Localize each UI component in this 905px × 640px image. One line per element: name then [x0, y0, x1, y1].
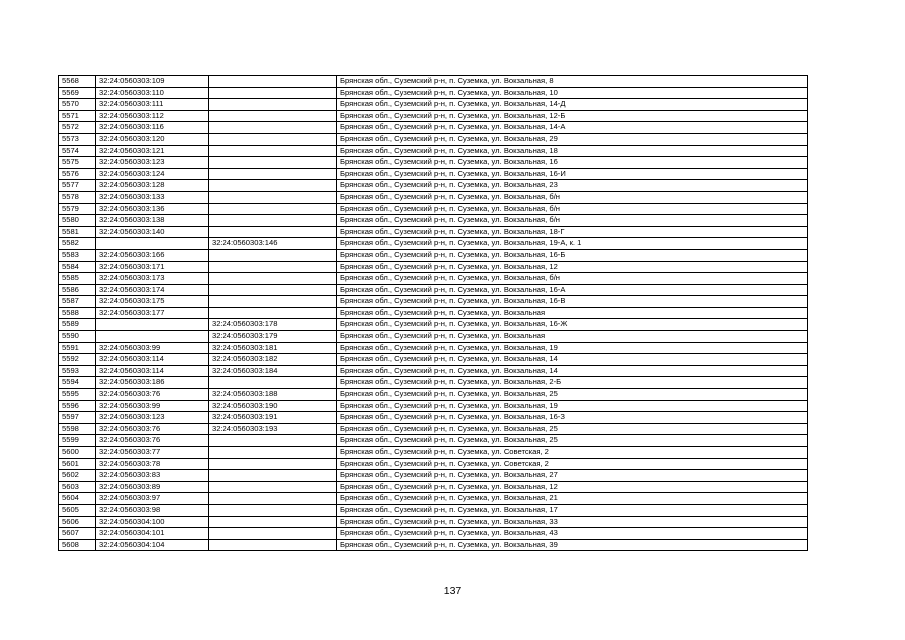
secondary-cadastral-number-cell: 32:24:0560303:178 — [209, 319, 337, 331]
table-row — [59, 145, 808, 157]
secondary-cadastral-number-cell — [209, 215, 337, 227]
secondary-cadastral-number-cell — [209, 261, 337, 273]
table-row — [59, 504, 808, 516]
secondary-cadastral-number-cell: 32:24:0560303:182 — [209, 354, 337, 366]
cadastral-number-cell: 32:24:0560303:76 — [96, 435, 209, 447]
row-number-cell: 5573 — [59, 133, 96, 145]
address-cell: Брянская обл., Суземский р-н, п. Суземка, ул. Вокзальная, 33 — [337, 516, 808, 528]
secondary-cadastral-number-cell — [209, 133, 337, 145]
address-cell: Брянская обл., Суземский р-н, п. Суземка, ул. Вокзальная, 43 — [337, 528, 808, 540]
table-row — [59, 331, 808, 343]
table-row — [59, 389, 808, 401]
secondary-cadastral-number-cell — [209, 493, 337, 505]
address-cell: Брянская обл., Суземский р-н, п. Суземка, ул. Вокзальная, 16 — [337, 157, 808, 169]
table-row — [59, 400, 808, 412]
address-cell: Брянская обл., Суземский р-н, п. Суземка, ул. Вокзальная, 23 — [337, 180, 808, 192]
cadastral-number-cell: 32:24:0560303:136 — [96, 203, 209, 215]
table-row — [59, 354, 808, 366]
address-cell: Брянская обл., Суземский р-н, п. Суземка, ул. Вокзальная, 29 — [337, 133, 808, 145]
address-cell: Брянская обл., Суземский р-н, п. Суземка, ул. Вокзальная, 12-Б — [337, 110, 808, 122]
cadastral-number-cell — [96, 331, 209, 343]
table-row — [59, 412, 808, 424]
table-row — [59, 226, 808, 238]
table-row — [59, 273, 808, 285]
table-row — [59, 261, 808, 273]
row-number-cell: 5576 — [59, 168, 96, 180]
table-row — [59, 168, 808, 180]
table-row — [59, 516, 808, 528]
table-row — [59, 423, 808, 435]
address-cell: Брянская обл., Суземский р-н, п. Суземка, ул. Вокзальная — [337, 307, 808, 319]
address-cell: Брянская обл., Суземский р-н, п. Суземка, ул. Вокзальная, б/н — [337, 191, 808, 203]
address-cell: Брянская обл., Суземский р-н, п. Суземка, ул. Вокзальная, 19 — [337, 400, 808, 412]
row-number-cell: 5582 — [59, 238, 96, 250]
address-cell: Брянская обл., Суземский р-н, п. Суземка, ул. Советская, 2 — [337, 458, 808, 470]
secondary-cadastral-number-cell — [209, 76, 337, 88]
table-row — [59, 110, 808, 122]
address-cell: Брянская обл., Суземский р-н, п. Суземка, ул. Вокзальная, б/н — [337, 215, 808, 227]
table-row — [59, 296, 808, 308]
row-number-cell: 5604 — [59, 493, 96, 505]
secondary-cadastral-number-cell: 32:24:0560303:193 — [209, 423, 337, 435]
cadastral-number-cell: 32:24:0560303:76 — [96, 389, 209, 401]
cadastral-number-cell: 32:24:0560303:177 — [96, 307, 209, 319]
row-number-cell: 5574 — [59, 145, 96, 157]
row-number-cell: 5608 — [59, 539, 96, 551]
cadastral-number-cell: 32:24:0560304:104 — [96, 539, 209, 551]
table-row — [59, 539, 808, 551]
cadastral-number-cell: 32:24:0560303:110 — [96, 87, 209, 99]
cadastral-number-cell: 32:24:0560303:116 — [96, 122, 209, 134]
secondary-cadastral-number-cell — [209, 180, 337, 192]
row-number-cell: 5584 — [59, 261, 96, 273]
row-number-cell: 5583 — [59, 249, 96, 261]
cadastral-number-cell: 32:24:0560303:186 — [96, 377, 209, 389]
row-number-cell: 5570 — [59, 99, 96, 111]
address-cell: Брянская обл., Суземский р-н, п. Суземка, ул. Вокзальная, 18 — [337, 145, 808, 157]
table-row — [59, 342, 808, 354]
cadastral-number-cell: 32:24:0560303:166 — [96, 249, 209, 261]
cadastral-number-cell: 32:24:0560303:128 — [96, 180, 209, 192]
cadastral-number-cell: 32:24:0560303:111 — [96, 99, 209, 111]
table-row — [59, 215, 808, 227]
table-row — [59, 528, 808, 540]
cadastral-number-cell: 32:24:0560303:112 — [96, 110, 209, 122]
address-cell: Брянская обл., Суземский р-н, п. Суземка, ул. Вокзальная, 19-А, к. 1 — [337, 238, 808, 250]
secondary-cadastral-number-cell — [209, 145, 337, 157]
address-cell: Брянская обл., Суземский р-н, п. Суземка, ул. Вокзальная, б/н — [337, 203, 808, 215]
row-number-cell: 5585 — [59, 273, 96, 285]
secondary-cadastral-number-cell — [209, 122, 337, 134]
row-number-cell: 5593 — [59, 365, 96, 377]
secondary-cadastral-number-cell: 32:24:0560303:188 — [209, 389, 337, 401]
cadastral-number-cell: 32:24:0560303:98 — [96, 504, 209, 516]
table-row — [59, 447, 808, 459]
table-row — [59, 133, 808, 145]
cadastral-table — [58, 75, 808, 551]
secondary-cadastral-number-cell: 32:24:0560303:146 — [209, 238, 337, 250]
cadastral-number-cell: 32:24:0560303:89 — [96, 481, 209, 493]
address-cell: Брянская обл., Суземский р-н, п. Суземка, ул. Вокзальная, 25 — [337, 389, 808, 401]
table-row — [59, 319, 808, 331]
cadastral-number-cell: 32:24:0560303:83 — [96, 470, 209, 482]
row-number-cell: 5603 — [59, 481, 96, 493]
secondary-cadastral-number-cell — [209, 168, 337, 180]
secondary-cadastral-number-cell — [209, 273, 337, 285]
address-cell: Брянская обл., Суземский р-н, п. Суземка, ул. Вокзальная, 21 — [337, 493, 808, 505]
row-number-cell: 5579 — [59, 203, 96, 215]
row-number-cell: 5588 — [59, 307, 96, 319]
row-number-cell: 5569 — [59, 87, 96, 99]
secondary-cadastral-number-cell — [209, 377, 337, 389]
row-number-cell: 5591 — [59, 342, 96, 354]
secondary-cadastral-number-cell — [209, 458, 337, 470]
cadastral-number-cell: 32:24:0560303:114 — [96, 354, 209, 366]
address-cell: Брянская обл., Суземский р-н, п. Суземка, ул. Вокзальная, 14 — [337, 354, 808, 366]
cadastral-number-cell: 32:24:0560303:175 — [96, 296, 209, 308]
cadastral-number-cell: 32:24:0560303:173 — [96, 273, 209, 285]
row-number-cell: 5606 — [59, 516, 96, 528]
cadastral-number-cell: 32:24:0560303:99 — [96, 342, 209, 354]
table-row — [59, 99, 808, 111]
row-number-cell: 5602 — [59, 470, 96, 482]
table-row — [59, 435, 808, 447]
table-row — [59, 203, 808, 215]
table-row — [59, 191, 808, 203]
cadastral-table-body — [59, 76, 808, 551]
address-cell: Брянская обл., Суземский р-н, п. Суземка, ул. Вокзальная, 14-Д — [337, 99, 808, 111]
cadastral-number-cell: 32:24:0560303:121 — [96, 145, 209, 157]
cadastral-number-cell: 32:24:0560303:99 — [96, 400, 209, 412]
cadastral-number-cell: 32:24:0560303:77 — [96, 447, 209, 459]
row-number-cell: 5589 — [59, 319, 96, 331]
row-number-cell: 5594 — [59, 377, 96, 389]
table-row — [59, 470, 808, 482]
address-cell: Брянская обл., Суземский р-н, п. Суземка, ул. Вокзальная, 2-Б — [337, 377, 808, 389]
address-cell: Брянская обл., Суземский р-н, п. Суземка, ул. Вокзальная, 16-И — [337, 168, 808, 180]
table-row — [59, 493, 808, 505]
table-row — [59, 76, 808, 88]
row-number-cell: 5577 — [59, 180, 96, 192]
secondary-cadastral-number-cell — [209, 87, 337, 99]
address-cell: Брянская обл., Суземский р-н, п. Суземка, ул. Вокзальная, 25 — [337, 435, 808, 447]
cadastral-number-cell: 32:24:0560303:123 — [96, 412, 209, 424]
secondary-cadastral-number-cell — [209, 539, 337, 551]
address-cell: Брянская обл., Суземский р-н, п. Суземка, ул. Вокзальная, 8 — [337, 76, 808, 88]
row-number-cell: 5571 — [59, 110, 96, 122]
secondary-cadastral-number-cell — [209, 249, 337, 261]
secondary-cadastral-number-cell — [209, 447, 337, 459]
address-cell: Брянская обл., Суземский р-н, п. Суземка, ул. Вокзальная — [337, 331, 808, 343]
secondary-cadastral-number-cell — [209, 307, 337, 319]
cadastral-number-cell: 32:24:0560303:109 — [96, 76, 209, 88]
secondary-cadastral-number-cell — [209, 435, 337, 447]
secondary-cadastral-number-cell — [209, 157, 337, 169]
cadastral-number-cell: 32:24:0560303:76 — [96, 423, 209, 435]
page-number: 137 — [443, 585, 462, 597]
row-number-cell: 5592 — [59, 354, 96, 366]
cadastral-number-cell: 32:24:0560303:133 — [96, 191, 209, 203]
row-number-cell: 5600 — [59, 447, 96, 459]
table-row — [59, 122, 808, 134]
secondary-cadastral-number-cell — [209, 99, 337, 111]
row-number-cell: 5572 — [59, 122, 96, 134]
row-number-cell: 5595 — [59, 389, 96, 401]
row-number-cell: 5599 — [59, 435, 96, 447]
secondary-cadastral-number-cell — [209, 191, 337, 203]
row-number-cell: 5580 — [59, 215, 96, 227]
row-number-cell: 5581 — [59, 226, 96, 238]
cadastral-number-cell: 32:24:0560303:114 — [96, 365, 209, 377]
cadastral-number-cell: 32:24:0560303:171 — [96, 261, 209, 273]
address-cell: Брянская обл., Суземский р-н, п. Суземка, ул. Вокзальная, 12 — [337, 481, 808, 493]
row-number-cell: 5586 — [59, 284, 96, 296]
row-number-cell: 5568 — [59, 76, 96, 88]
secondary-cadastral-number-cell — [209, 528, 337, 540]
cadastral-number-cell: 32:24:0560303:138 — [96, 215, 209, 227]
address-cell: Брянская обл., Суземский р-н, п. Суземка, ул. Вокзальная, 18-Г — [337, 226, 808, 238]
address-cell: Брянская обл., Суземский р-н, п. Суземка, ул. Вокзальная, 27 — [337, 470, 808, 482]
row-number-cell: 5607 — [59, 528, 96, 540]
row-number-cell: 5578 — [59, 191, 96, 203]
address-cell: Брянская обл., Суземский р-н, п. Суземка, ул. Вокзальная, 16-А — [337, 284, 808, 296]
secondary-cadastral-number-cell: 32:24:0560303:181 — [209, 342, 337, 354]
row-number-cell: 5587 — [59, 296, 96, 308]
secondary-cadastral-number-cell — [209, 470, 337, 482]
cadastral-number-cell: 32:24:0560303:174 — [96, 284, 209, 296]
secondary-cadastral-number-cell — [209, 516, 337, 528]
address-cell: Брянская обл., Суземский р-н, п. Суземка, ул. Вокзальная, 16-З — [337, 412, 808, 424]
secondary-cadastral-number-cell — [209, 504, 337, 516]
address-cell: Брянская обл., Суземский р-н, п. Суземка, ул. Вокзальная, 39 — [337, 539, 808, 551]
address-cell: Брянская обл., Суземский р-н, п. Суземка, ул. Вокзальная, 16-Б — [337, 249, 808, 261]
table-row — [59, 157, 808, 169]
secondary-cadastral-number-cell — [209, 203, 337, 215]
secondary-cadastral-number-cell: 32:24:0560303:179 — [209, 331, 337, 343]
secondary-cadastral-number-cell — [209, 110, 337, 122]
address-cell: Брянская обл., Суземский р-н, п. Суземка, ул. Вокзальная, б/н — [337, 273, 808, 285]
secondary-cadastral-number-cell — [209, 284, 337, 296]
table-row — [59, 238, 808, 250]
secondary-cadastral-number-cell: 32:24:0560303:191 — [209, 412, 337, 424]
table-row — [59, 284, 808, 296]
table-row — [59, 87, 808, 99]
table-row — [59, 180, 808, 192]
address-cell: Брянская обл., Суземский р-н, п. Суземка, ул. Вокзальная, 19 — [337, 342, 808, 354]
secondary-cadastral-number-cell: 32:24:0560303:184 — [209, 365, 337, 377]
address-cell: Брянская обл., Суземский р-н, п. Суземка, ул. Советская, 2 — [337, 447, 808, 459]
table-row — [59, 249, 808, 261]
table-row — [59, 458, 808, 470]
table-row — [59, 365, 808, 377]
table-row — [59, 377, 808, 389]
cadastral-number-cell: 32:24:0560303:97 — [96, 493, 209, 505]
cadastral-number-cell: 32:24:0560303:123 — [96, 157, 209, 169]
cadastral-number-cell: 32:24:0560303:78 — [96, 458, 209, 470]
secondary-cadastral-number-cell — [209, 226, 337, 238]
address-cell: Брянская обл., Суземский р-н, п. Суземка, ул. Вокзальная, 14-А — [337, 122, 808, 134]
row-number-cell: 5597 — [59, 412, 96, 424]
address-cell: Брянская обл., Суземский р-н, п. Суземка, ул. Вокзальная, 16-В — [337, 296, 808, 308]
row-number-cell: 5605 — [59, 504, 96, 516]
row-number-cell: 5598 — [59, 423, 96, 435]
secondary-cadastral-number-cell — [209, 481, 337, 493]
row-number-cell: 5575 — [59, 157, 96, 169]
row-number-cell: 5596 — [59, 400, 96, 412]
cadastral-number-cell: 32:24:0560303:124 — [96, 168, 209, 180]
row-number-cell: 5601 — [59, 458, 96, 470]
address-cell: Брянская обл., Суземский р-н, п. Суземка, ул. Вокзальная, 17 — [337, 504, 808, 516]
cadastral-number-cell — [96, 238, 209, 250]
table-row — [59, 481, 808, 493]
address-cell: Брянская обл., Суземский р-н, п. Суземка, ул. Вокзальная, 12 — [337, 261, 808, 273]
address-cell: Брянская обл., Суземский р-н, п. Суземка, ул. Вокзальная, 25 — [337, 423, 808, 435]
cadastral-number-cell: 32:24:0560304:101 — [96, 528, 209, 540]
secondary-cadastral-number-cell: 32:24:0560303:190 — [209, 400, 337, 412]
cadastral-number-cell: 32:24:0560303:140 — [96, 226, 209, 238]
secondary-cadastral-number-cell — [209, 296, 337, 308]
cadastral-number-cell — [96, 319, 209, 331]
address-cell: Брянская обл., Суземский р-н, п. Суземка, ул. Вокзальная, 10 — [337, 87, 808, 99]
address-cell: Брянская обл., Суземский р-н, п. Суземка, ул. Вокзальная, 16-Ж — [337, 319, 808, 331]
row-number-cell: 5590 — [59, 331, 96, 343]
address-cell: Брянская обл., Суземский р-н, п. Суземка, ул. Вокзальная, 14 — [337, 365, 808, 377]
table-row — [59, 307, 808, 319]
cadastral-number-cell: 32:24:0560303:120 — [96, 133, 209, 145]
cadastral-number-cell: 32:24:0560304:100 — [96, 516, 209, 528]
